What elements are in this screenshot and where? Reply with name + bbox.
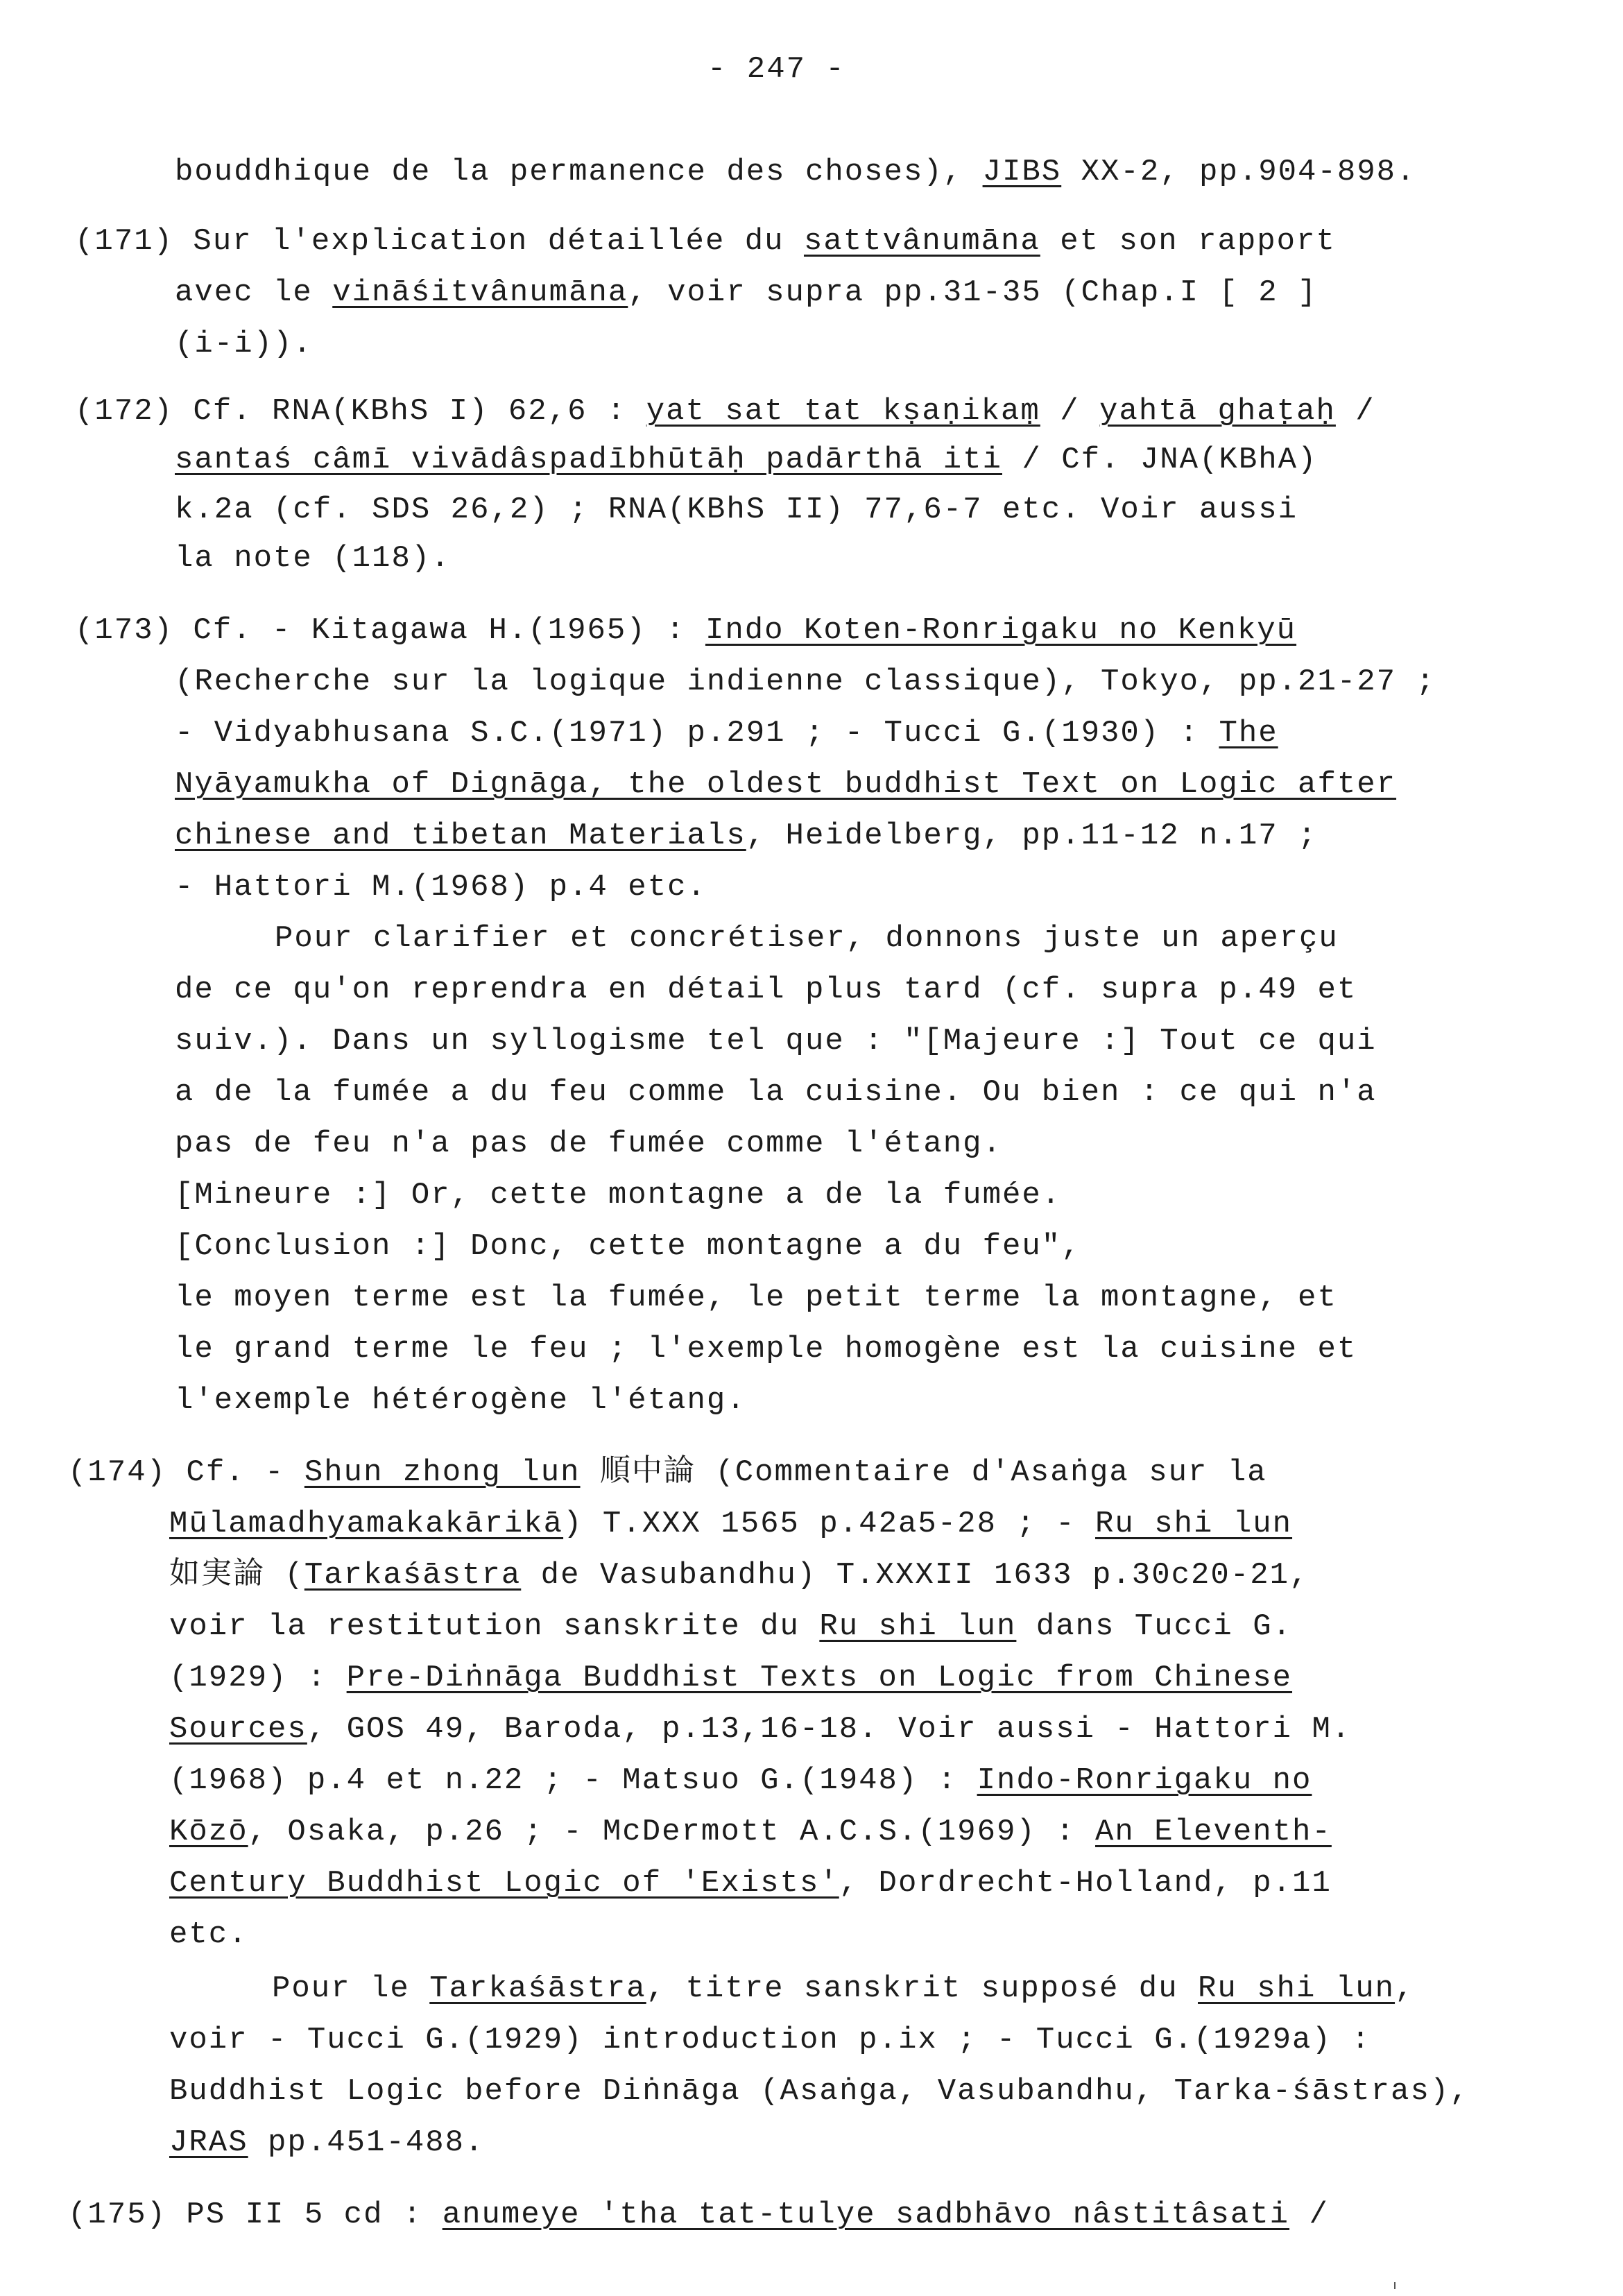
text-segment: suiv.). Dans un syllogisme tel que : "[Majeure :] Tout ce qui bbox=[175, 1024, 1377, 1059]
text-line bbox=[169, 2071, 1470, 2112]
text-segment: Pour le bbox=[272, 1971, 430, 2006]
text-line bbox=[169, 1708, 1351, 1750]
text-segment: avec le bbox=[175, 275, 333, 310]
text-segment: ) T.XXX 1565 p.42a5-28 ; - bbox=[563, 1507, 1096, 1541]
underlined-term: Tarkaśāstra bbox=[429, 1971, 646, 2006]
text-segment: XX-2, pp.904-898. bbox=[1061, 155, 1416, 189]
text-segment: le grand terme le feu ; l'exemple homogène est la cuisine et bbox=[175, 1332, 1357, 1367]
text-line bbox=[175, 1277, 1337, 1319]
text-segment: dans Tucci G. bbox=[1016, 1609, 1293, 1644]
text-line bbox=[169, 2122, 484, 2164]
text-segment: , Heidelberg, pp.11-12 n.17 ; bbox=[746, 819, 1318, 853]
text-segment: pas de feu n'a pas de fumée comme l'étang. bbox=[175, 1126, 1002, 1161]
text-line bbox=[175, 1020, 1377, 1062]
underlined-term: Ru shi lun bbox=[1095, 1507, 1293, 1541]
text-segment: (1968) p.4 et n.22 ; - Matsuo G.(1948) : bbox=[169, 1763, 977, 1798]
text-segment: [Mineure :] Or, cette montagne a de la fumée. bbox=[175, 1178, 1062, 1213]
text-segment: (174) Cf. - bbox=[68, 1455, 304, 1490]
text-line bbox=[275, 918, 1339, 959]
text-segment: (172) Cf. RNA(KBhS I) 62,6 : bbox=[75, 394, 646, 429]
underlined-term: Mūlamadhyamakakārikā bbox=[169, 1507, 564, 1541]
underlined-term: anumeye 'tha tat-tulye sadbhāvo nâstitâsati bbox=[442, 2198, 1290, 2232]
text-line bbox=[175, 151, 1416, 193]
underlined-term: An Eleventh- bbox=[1095, 1815, 1332, 1849]
text-line bbox=[175, 439, 1317, 481]
underlined-term: Indo Koten-Ronrigaku no Kenkyū bbox=[705, 613, 1297, 648]
text-line bbox=[68, 2194, 1329, 2236]
text-segment: etc. bbox=[169, 1917, 248, 1952]
text-line bbox=[169, 1760, 1312, 1801]
text-segment: [Conclusion :] Donc, cette montagne a du feu", bbox=[175, 1229, 1081, 1264]
text-segment: (1929) : bbox=[169, 1661, 347, 1695]
text-line bbox=[68, 1452, 1267, 1493]
underlined-term: Ru shi lun bbox=[1198, 1971, 1396, 2006]
underlined-term: Kōzō bbox=[169, 1815, 248, 1849]
text-segment: - Vidyabhusana S.C.(1971) p.291 ; - Tucci G.(1930) : bbox=[175, 716, 1219, 751]
text-segment: - Hattori M.(1968) p.4 etc. bbox=[175, 870, 707, 905]
text-segment: pp.451-488. bbox=[248, 2125, 485, 2160]
text-line bbox=[169, 2019, 1371, 2061]
underlined-term: Ru shi lun bbox=[819, 1609, 1017, 1644]
text-segment: voir - Tucci G.(1929) introduction p.ix ; - Tucci G.(1929a) : bbox=[169, 2023, 1371, 2057]
text-segment: (173) Cf. - Kitagawa H.(1965) : bbox=[75, 613, 705, 648]
text-line bbox=[175, 764, 1396, 805]
text-segment: , titre sanskrit supposé du bbox=[646, 1971, 1199, 2006]
underlined-term: santaś câmī vivādâspadībhūtāḥ padārthā iti bbox=[175, 443, 1002, 477]
text-line bbox=[175, 1226, 1081, 1267]
text-segment: Buddhist Logic before Diṅnāga (Asaṅga, Vasubandhu, Tarka-śāstras), bbox=[169, 2074, 1470, 2109]
text-segment: / Cf. JNA(KBhA) bbox=[1002, 443, 1318, 477]
text-segment: (175) PS II 5 cd : bbox=[68, 2198, 443, 2232]
text-segment: (Recherche sur la logique indienne classique), Tokyo, pp.21-27 ; bbox=[175, 665, 1436, 699]
text-segment: la note (118). bbox=[175, 541, 451, 576]
text-line bbox=[169, 1554, 1309, 1596]
text-segment: et son rapport bbox=[1040, 224, 1336, 259]
text-line bbox=[175, 712, 1278, 754]
underlined-term: Shun zhong lun bbox=[304, 1455, 581, 1490]
text-line bbox=[175, 538, 451, 579]
text-segment: voir la restitution sanskrite du bbox=[169, 1609, 820, 1644]
underlined-term: Indo-Ronrigaku no bbox=[977, 1763, 1312, 1798]
text-line bbox=[169, 1503, 1292, 1545]
underlined-term: The bbox=[1219, 716, 1278, 751]
text-segment: , Dordrecht-Holland, p.11 bbox=[839, 1866, 1332, 1901]
underlined-term: chinese and tibetan Materials bbox=[175, 819, 746, 853]
underlined-term: yat sat tat kṣaṇikaṃ bbox=[646, 394, 1040, 429]
text-line bbox=[272, 1968, 1414, 2010]
text-line bbox=[175, 1072, 1377, 1113]
text-line bbox=[169, 1606, 1292, 1647]
text-segment: de ce qu'on reprendra en détail plus tard (cf. supra p.49 et bbox=[175, 973, 1357, 1007]
text-segment: , Osaka, p.26 ; - McDermott A.C.S.(1969) : bbox=[248, 1815, 1096, 1849]
text-line bbox=[169, 1862, 1332, 1904]
text-line bbox=[169, 1657, 1292, 1699]
underlined-term: vināśitvânumāna bbox=[332, 275, 628, 310]
underlined-term: sattvânumāna bbox=[803, 224, 1040, 259]
text-line bbox=[175, 272, 1317, 314]
text-segment: 如実論 ( bbox=[169, 1558, 304, 1593]
text-segment: , GOS 49, Baroda, p.13,16-18. Voir aussi - Hattori M. bbox=[307, 1712, 1352, 1747]
text-segment: 順中論 (Commentaire d'Asaṅga sur la bbox=[580, 1455, 1267, 1490]
scan-mark bbox=[1394, 2282, 1396, 2289]
underlined-term: JIBS bbox=[982, 155, 1062, 189]
underlined-term: Pre-Diṅnāga Buddhist Texts on Logic from Chinese bbox=[346, 1661, 1293, 1695]
text-line bbox=[75, 221, 1336, 262]
text-line bbox=[175, 1174, 1061, 1216]
text-segment: Pour clarifier et concrétiser, donnons juste un aperçu bbox=[275, 921, 1339, 956]
text-segment: / bbox=[1289, 2198, 1329, 2232]
underlined-term: Nyāyamukha of Dignāga, the oldest buddhist Text on Logic after bbox=[175, 767, 1397, 802]
text-segment: le moyen terme est la fumée, le petit terme la montagne, et bbox=[175, 1280, 1337, 1315]
text-line bbox=[175, 815, 1317, 857]
text-segment: , voir supra pp.31-35 (Chap.I [ 2 ] bbox=[628, 275, 1318, 310]
underlined-term: yahtā ghaṭaḥ bbox=[1099, 394, 1336, 429]
underlined-term: JRAS bbox=[169, 2125, 248, 2160]
page-number: - 247 - bbox=[707, 52, 845, 87]
text-segment: a de la fumée a du feu comme la cuisine. Ou bien : ce qui n'a bbox=[175, 1075, 1377, 1110]
text-line bbox=[175, 489, 1298, 531]
text-line bbox=[169, 1811, 1332, 1853]
text-segment: l'exemple hétérogène l'étang. bbox=[175, 1383, 746, 1418]
text-line bbox=[75, 610, 1296, 651]
text-line bbox=[169, 1914, 248, 1955]
underlined-term: Century Buddhist Logic of 'Exists' bbox=[169, 1866, 839, 1901]
text-line bbox=[175, 1380, 746, 1421]
text-segment: k.2a (cf. SDS 26,2) ; RNA(KBhS II) 77,6-7 etc. Voir aussi bbox=[175, 492, 1298, 527]
underlined-term: Tarkaśāstra bbox=[304, 1558, 522, 1593]
text-line bbox=[75, 391, 1375, 432]
text-segment: (171) Sur l'explication détaillée du bbox=[75, 224, 804, 259]
text-line bbox=[175, 1123, 1002, 1165]
text-line bbox=[175, 323, 313, 365]
text-line bbox=[175, 1328, 1357, 1370]
underlined-term: Sources bbox=[169, 1712, 307, 1747]
text-line bbox=[175, 866, 707, 908]
text-segment: (i-i)). bbox=[175, 327, 313, 361]
text-segment: bouddhique de la permanence des choses), bbox=[175, 155, 983, 189]
text-segment: / bbox=[1040, 394, 1100, 429]
text-segment: , bbox=[1395, 1971, 1415, 2006]
text-segment: de Vasubandhu) T.XXXII 1633 p.30c20-21, bbox=[521, 1558, 1309, 1593]
text-line bbox=[175, 969, 1357, 1011]
text-line bbox=[175, 661, 1436, 703]
text-segment: / bbox=[1335, 394, 1375, 429]
